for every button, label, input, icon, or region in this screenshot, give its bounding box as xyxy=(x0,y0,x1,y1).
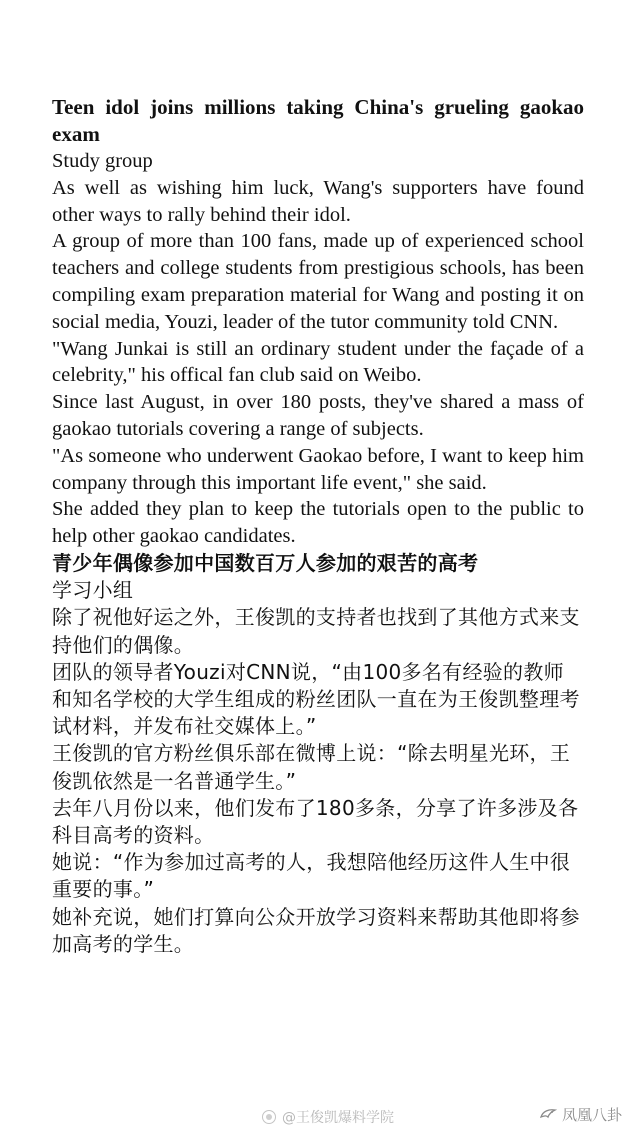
chinese-paragraph: 去年八月份以来，他们发布了180多条，分享了许多涉及各科目高考的资料。 xyxy=(52,795,579,847)
english-paragraph: She added they plan to keep the tutorials open to the public to help other gaokao candidates. xyxy=(52,498,584,548)
english-paragraph: "Wang Junkai is still an ordinary student under the façade of a celebrity," his offical fan club said on Weibo. xyxy=(52,337,584,387)
article-body xyxy=(52,94,584,958)
phoenix-icon xyxy=(539,1107,557,1123)
chinese-paragraph: 她说：“作为参加过高考的人，我想陪他经历这件人生中很重要的事。” xyxy=(52,850,571,902)
weibo-watermark-text: @王俊凯爆料学院 xyxy=(282,1110,394,1126)
chinese-paragraph: 王俊凯的官方粉丝俱乐部在微博上说：“除去明星光环，王俊凯依然是一名普通学生。” xyxy=(52,741,571,793)
english-subheading: Study group xyxy=(52,150,153,172)
source-watermark-text: 凤凰八卦 xyxy=(561,1106,622,1124)
chinese-subheading: 学习小组 xyxy=(52,578,134,603)
chinese-paragraph: 她补充说，她们打算向公众开放学习资料来帮助其他即将参加高考的学生。 xyxy=(52,904,580,956)
weibo-watermark xyxy=(262,1107,394,1127)
english-title: Teen idol joins millions taking China's grueling gaokao exam xyxy=(52,95,584,146)
english-paragraph: As well as wishing him luck, Wang's supporters have found other ways to rally behind their idol. xyxy=(52,176,584,226)
chinese-paragraph: 团队的领导者Youzi对CNN说，“由100多名有经验的教师和知名学校的大学生组成的粉丝团队一直在为王俊凯整理考试材料，并发布社交媒体上。” xyxy=(52,659,580,739)
chinese-paragraph: 除了祝他好运之外，王俊凯的支持者也找到了其他方式来支持他们的偶像。 xyxy=(52,605,580,657)
english-paragraph: A group of more than 100 fans, made up of experienced school teachers and college students from prestigious schools, has been compiling exam preparation material for Wang and posting it on social media, Youzi, leader of the tutor community told CNN. xyxy=(52,230,584,333)
source-watermark xyxy=(539,1104,622,1125)
english-paragraph: "As someone who underwent Gaokao before, I want to keep him company through this important life event," she said. xyxy=(52,444,584,494)
english-paragraph: Since last August, in over 180 posts, they've shared a mass of gaokao tutorials covering a range of subjects. xyxy=(52,391,584,440)
weibo-icon xyxy=(262,1110,276,1124)
chinese-title: 青少年偶像参加中国数百万人参加的艰苦的高考 xyxy=(52,550,479,575)
